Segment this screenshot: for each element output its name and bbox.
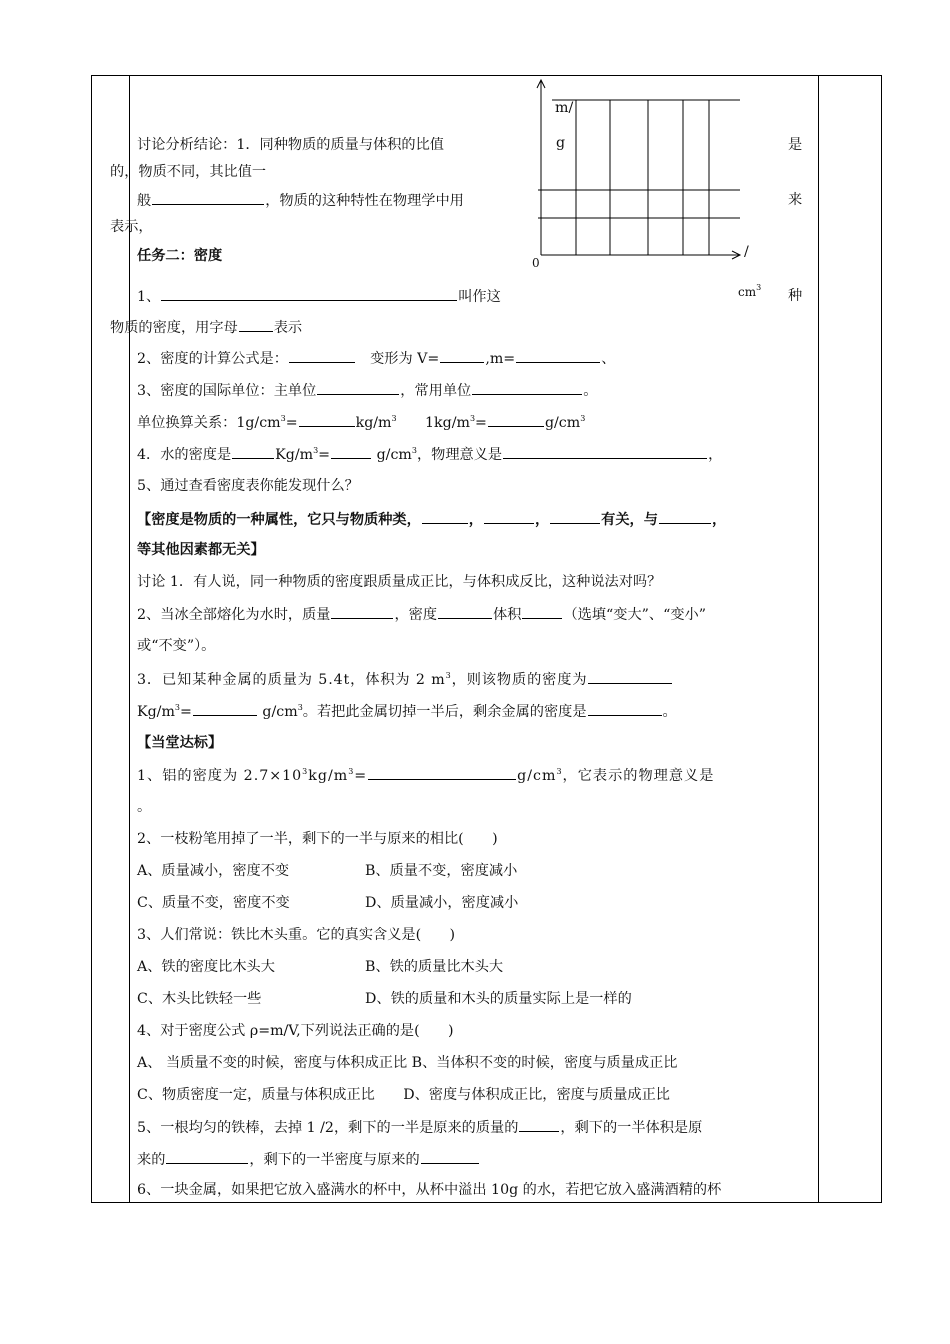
e5-line: 5、一根均匀的铁棒，去掉 1 /2，剩下的一半是原来的质量的 ，剩下的一半体积是原 xyxy=(137,1120,703,1136)
blank-input[interactable] xyxy=(519,1118,559,1132)
e2-option-b[interactable]: B、质量不变，密度减小 xyxy=(365,863,518,879)
blank-input[interactable] xyxy=(472,381,582,395)
graph-origin: 0 xyxy=(532,256,540,270)
blank-input[interactable] xyxy=(239,318,273,332)
graph-y-label-m: m/ xyxy=(555,100,574,116)
e4-question: 4、对于密度公式 ρ=m/V,下列说法正确的是( ) xyxy=(137,1023,454,1039)
e3-option-d[interactable]: D、铁的质量和木头的质量实际上是一样的 xyxy=(365,991,632,1007)
blank-input[interactable] xyxy=(588,670,672,684)
e3-option-a[interactable]: A、铁的密度比木头大 xyxy=(137,959,275,975)
dangtang-title: 【当堂达标】 xyxy=(137,735,223,751)
e4-options-ab[interactable]: A、 当质量不变的时候，密度与体积成正比 B、当体积不变的时候，密度与质量成正比 xyxy=(137,1055,678,1071)
e2-option-c[interactable]: C、质量不变，密度不变 xyxy=(137,895,290,911)
blank-input[interactable] xyxy=(299,413,355,427)
q2-line: 2、密度的计算公式是： 变形为 V= ,m= 、 xyxy=(137,351,616,367)
discussion-line-2: 的，物质不同，其比值一 xyxy=(110,164,267,180)
graph-x-label: / xyxy=(744,244,749,260)
q5-line: 5、通过查看密度表你能发现什么？ xyxy=(137,478,359,494)
discussion-1-line: 讨论 1．有人说，同一种物质的密度跟质量成正比，与体积成反比，这种说法对吗？ xyxy=(137,574,662,590)
blank-input[interactable] xyxy=(331,445,371,459)
q4-line: 4．水的密度是 $Kg/m^3= g/cm^3$，物理意义是 ， xyxy=(137,446,723,463)
blank-input[interactable] xyxy=(438,605,492,619)
blank-input[interactable] xyxy=(659,510,711,524)
d2-line: 2、当冰全部熔化为水时，质量 ，密度 体积 （选填“变大”、“变小” xyxy=(137,607,706,623)
q1-line-2: 物质的密度，用字母 表示 xyxy=(110,320,303,336)
blank-input[interactable] xyxy=(550,510,600,524)
graph-x-unit: $cm^3$ xyxy=(738,283,762,299)
blank-input[interactable] xyxy=(193,702,257,716)
e2-option-d[interactable]: D、质量减小，密度减小 xyxy=(365,895,519,911)
table-border-bottom xyxy=(91,1202,882,1203)
right-col-char-3: 种 xyxy=(788,288,803,304)
discussion-line-4: 表示， xyxy=(110,219,153,235)
blank-input[interactable] xyxy=(368,766,516,780)
blank-input[interactable] xyxy=(289,349,355,363)
table-border-right xyxy=(881,75,882,1203)
table-col-divider-right xyxy=(818,75,819,1203)
e1-line: 1、铝的密度为 $2.7\times 10^3kg/m^3= g/cm^3$，它表示的物理意义是 xyxy=(137,767,715,784)
blank-input[interactable] xyxy=(331,605,393,619)
bold-property-line: 【密度是物质的一种属性，它只与物质种类， ， ， 有关，与 ， xyxy=(137,512,727,528)
blank-input[interactable] xyxy=(522,605,562,619)
blank-input[interactable] xyxy=(484,510,534,524)
d3-line: 3．已知某种金属的质量为 5.4t，体积为 2 $m^3$，则该物质的密度为 xyxy=(137,670,673,689)
conversion-line: 单位换算关系：$1g/cm^3= kg/m^3$ $1kg/m^3= g/cm^3$ xyxy=(137,414,586,431)
discussion-line-3: 般 ，物质的这种特性在物理学中用 xyxy=(137,193,464,209)
blank-input[interactable] xyxy=(161,287,457,301)
d3-line-2: $Kg/m^3= g/cm^3$。若把此金属切掉一半后，剩余金属的密度是 。 xyxy=(137,703,677,720)
blank-input[interactable] xyxy=(440,349,484,363)
e4-options-cd[interactable]: C、物质密度一定，质量与体积成正比 D、密度与体积成正比，密度与质量成正比 xyxy=(137,1087,670,1103)
e5-line-2: 来的 ，剩下的一半密度与原来的 xyxy=(137,1150,480,1169)
e3-option-c[interactable]: C、木头比铁轻一些 xyxy=(137,991,262,1007)
e6-line: 6、一块金属，如果把它放入盛满水的杯中，从杯中溢出 10g 的水，若把它放入盛满酒精的杯 xyxy=(137,1182,722,1198)
blank-input[interactable] xyxy=(421,1150,479,1164)
q1-line-1: 1、 叫作这 xyxy=(137,289,501,305)
blank-input[interactable] xyxy=(488,413,544,427)
graph-grid xyxy=(538,100,740,255)
e3-option-b[interactable]: B、铁的质量比木头大 xyxy=(365,959,504,975)
q3-line: 3、密度的国际单位：主单位 ，常用单位 。 xyxy=(137,383,598,399)
right-col-char-2: 来 xyxy=(788,192,803,208)
table-col-divider-left xyxy=(129,75,130,1203)
blank-input[interactable] xyxy=(232,445,274,459)
e3-question: 3、人们常说：铁比木头重。它的真实含义是( ) xyxy=(137,927,456,943)
blank-input[interactable] xyxy=(588,702,662,716)
blank-input[interactable] xyxy=(166,1150,248,1164)
e1-line-2: 。 xyxy=(137,799,152,815)
bold-property-line-2: 等其他因素都无关】 xyxy=(137,542,265,558)
d2-line-2: 或“不变”）。 xyxy=(137,638,216,654)
blank-input[interactable] xyxy=(516,349,600,363)
blank-input[interactable] xyxy=(152,191,264,205)
blank-input[interactable] xyxy=(503,445,707,459)
e2-question: 2、一枝粉笔用掉了一半，剩下的一半与原来的相比( ) xyxy=(137,831,498,847)
task2-title: 任务二：密度 xyxy=(137,248,223,264)
discussion-line-1: 讨论分析结论：1．同种物质的质量与体积的比值 xyxy=(137,137,444,153)
graph-y-label-g: g xyxy=(556,135,566,151)
e2-option-a[interactable]: A、质量减小，密度不变 xyxy=(137,863,290,879)
blank-input[interactable] xyxy=(422,510,468,524)
blank-input[interactable] xyxy=(317,381,399,395)
right-col-char-1: 是 xyxy=(788,137,803,153)
table-border-left xyxy=(91,75,92,1203)
